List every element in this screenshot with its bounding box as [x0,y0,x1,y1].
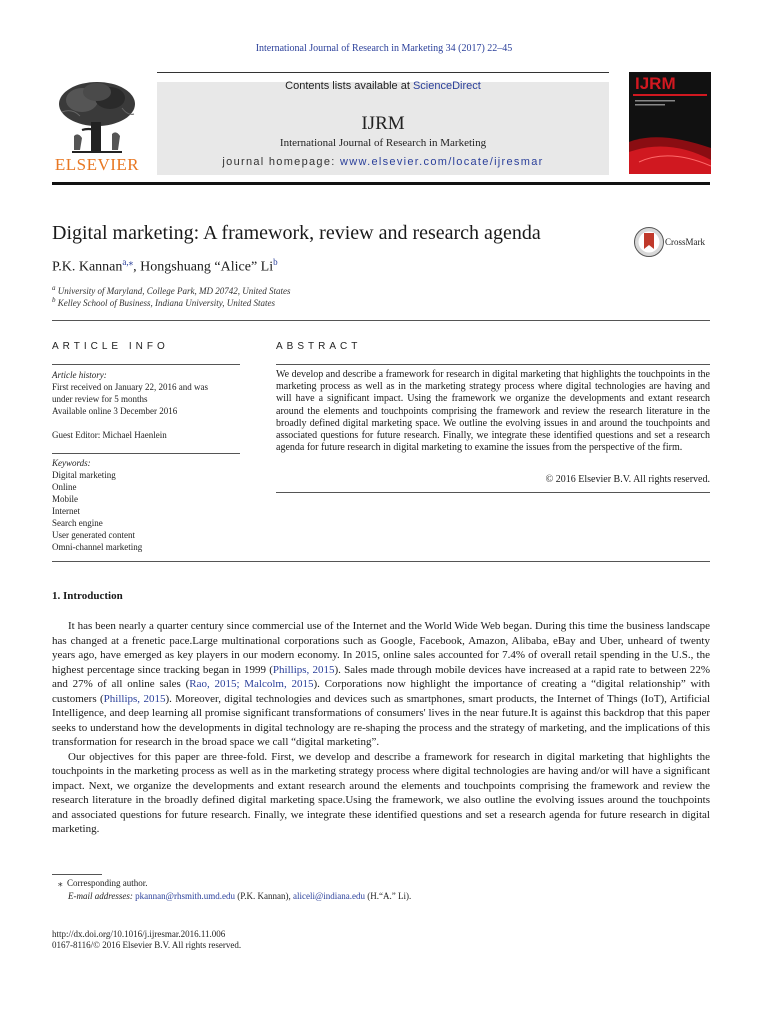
footnote-star-icon: ⁎ [58,878,63,888]
abstract-rule-bottom [276,492,710,493]
intro-paragraph-2: Our objectives for this paper are three-fold. First, we develop and describe a framework for research in digital marketing that highlights the touchpoints in the marketing process as well as in the marketing strategy process where digital technologies are having and/or will have a significant impact. Next, we organize the developments and extant research around the elements and touchpoints comprising the framework and review the research literature in the broadly defined digital marketing space.Using the framework, we also outline the evolving issues around the touchpoints and associated questions for future research. Finally, we integrate these identified questions and set a research agenda for future research in digital marketing. [52,750,710,835]
author-kannan-affiliation[interactable]: a,⁎ [122,257,134,267]
keyword-item: User generated content [52,530,135,540]
cover-title: IJRM [635,74,676,93]
author-list [52,257,278,276]
contents-available [157,80,609,92]
keyword-item: Mobile [52,494,78,504]
keyword-item: Omni-channel marketing [52,542,143,552]
introduction-body [52,619,710,837]
contents-prefix: Contents lists available at [285,80,413,92]
email-li-link[interactable]: aliceli@indiana.edu [292,891,365,901]
affiliation-a: $^a$ University of Maryland, College Park, MD 20742, United States [52,284,291,296]
crossmark-button[interactable] [633,226,713,258]
keywords-label: Keywords: [52,458,91,468]
abstract-text: We develop and describe a framework for research in digital marketing that highlights the touchpoints in the marketing process as well as in the marketing strategy process where digital technologies are having and will have a significant impact. Using the framework we organize the developments and extant research around the elements and touchpoints comprising the framework and review the research literature in the broadly defined digital marketing space. We outline the evolving issues in and around the touchpoints and associated questions for future research. Finally, we integrate these identified questions and set a research agenda for future research in digital marketing to examine the issues from the perspective of the firm. [276,369,710,454]
header-top-rule [157,72,609,73]
history-label: Article history: [52,370,107,380]
citation-phillips-2015[interactable]: Phillips, 2015 [103,692,166,705]
journal-citation[interactable]: International Journal of Research in Marketing 34 (2017) 22–45 [255,43,513,54]
cover-art-icon [629,72,711,174]
history-online: Available online 3 December 2016 [52,406,178,416]
elsevier-logo[interactable] [52,78,142,173]
header-bottom-rule [52,182,710,185]
homepage-link[interactable]: www.elsevier.com/locate/ijresmar [339,156,544,168]
guest-editor: Guest Editor: Michael Haenlein [52,430,167,440]
info-rule-2 [52,453,240,454]
email-addresses: E-mail addresses: pkannan@rhsmith.umd.edu (P.K. Kannan), aliceli@indiana.edu (H.“A.” Li). [68,891,412,901]
citation-phillips-2015[interactable]: Phillips, 2015 [272,663,335,676]
author-kannan: P.K. Kannan [52,259,123,275]
author-separator: , [133,259,141,275]
elsevier-wordmark: ELSEVIER [54,155,140,174]
journal-homepage [157,156,609,168]
corresponding-star-icon: ⁎ [128,257,134,267]
front-matter-end-rule [52,561,710,562]
journal-full-name: International Journal of Research in Marketing [279,137,487,149]
issn-copyright: 0167-8116/© 2016 Elsevier B.V. All rights reserved. [52,940,242,950]
homepage-prefix: journal homepage: [222,156,340,168]
citation-rao-malcolm-2015[interactable]: Rao, 2015; Malcolm, 2015 [189,678,314,690]
keyword-item: Online [52,482,77,492]
keywords-list [52,457,240,553]
abstract-heading: ABSTRACT [276,341,362,352]
crossmark-icon [633,226,665,258]
keyword-item: Internet [52,506,80,516]
corresponding-author-note: ⁎ Corresponding author. [58,878,148,888]
footnote-rule [52,874,102,875]
affiliation-b: $^b$ Kelley School of Business, Indiana University, United States [52,296,275,308]
article-history [52,369,252,441]
history-received: First received on January 22, 2016 and was [52,382,208,392]
doi-link[interactable]: http://dx.doi.org/10.1016/j.ijresmar.2016.11.006 [52,929,226,939]
email-kannan-link[interactable]: pkannan@rhsmith.umd.edu [135,891,235,901]
author-li-affiliation[interactable]: b [273,257,278,267]
intro-paragraph-1: It has been nearly a quarter century since commercial use of the Internet and the World Wide Web began. During this time the business landscape has changed at a frenetic pace.Large multinational corporations such as Google, Facebook, Amazon, Alibaba, eBay and Uber, unheard of twenty years ago, have emerged as key players in our modern economy. In 2015, online sales accounted for 7.4% of overall retail spending in the U.S., the highest percentage since tracking began in 1999 (Phillips, 2015). Sales made through mobile devices have increased at a rapid rate to between 22% and 27% of all online sales (Rao, 2015; Malcolm, 2015). Corporations now highlight the importance of creating a “digital relationship” with customers (Phillips, 2015). Moreover, digital technologies and devices such as smartphones, smart products, the Internet of Things (IoT), Artificial Intelligence, and deep learning all promise significant transformations of consumers' lives in the near future.It is against this backdrop that this paper seeks to understand how the developments in digital technology are re-shaping the process and the strategy of marketing, and the implications of this transformation for research in the broad space we call “digital marketing”. [52,620,711,748]
info-rule-1 [52,364,240,365]
history-review: under review for 5 months [52,394,148,404]
journal-abbreviation: IJRM [361,113,405,134]
author-li: Hongshuang “Alice” Li [140,259,274,275]
section-divider [52,320,710,321]
keyword-item: Digital marketing [52,470,116,480]
crossmark-label: CrossMark [665,237,705,247]
abstract-copyright: © 2016 Elsevier B.V. All rights reserved. [545,474,710,485]
abstract-rule-top [276,364,710,365]
article-title: Digital marketing: A framework, review and research agenda [52,222,541,244]
journal-cover-thumbnail[interactable] [629,72,711,174]
article-info-heading: ARTICLE INFO [52,341,169,352]
introduction-heading: 1. Introduction [52,590,123,602]
sciencedirect-link[interactable]: ScienceDirect [412,80,481,92]
keyword-item: Search engine [52,518,103,528]
